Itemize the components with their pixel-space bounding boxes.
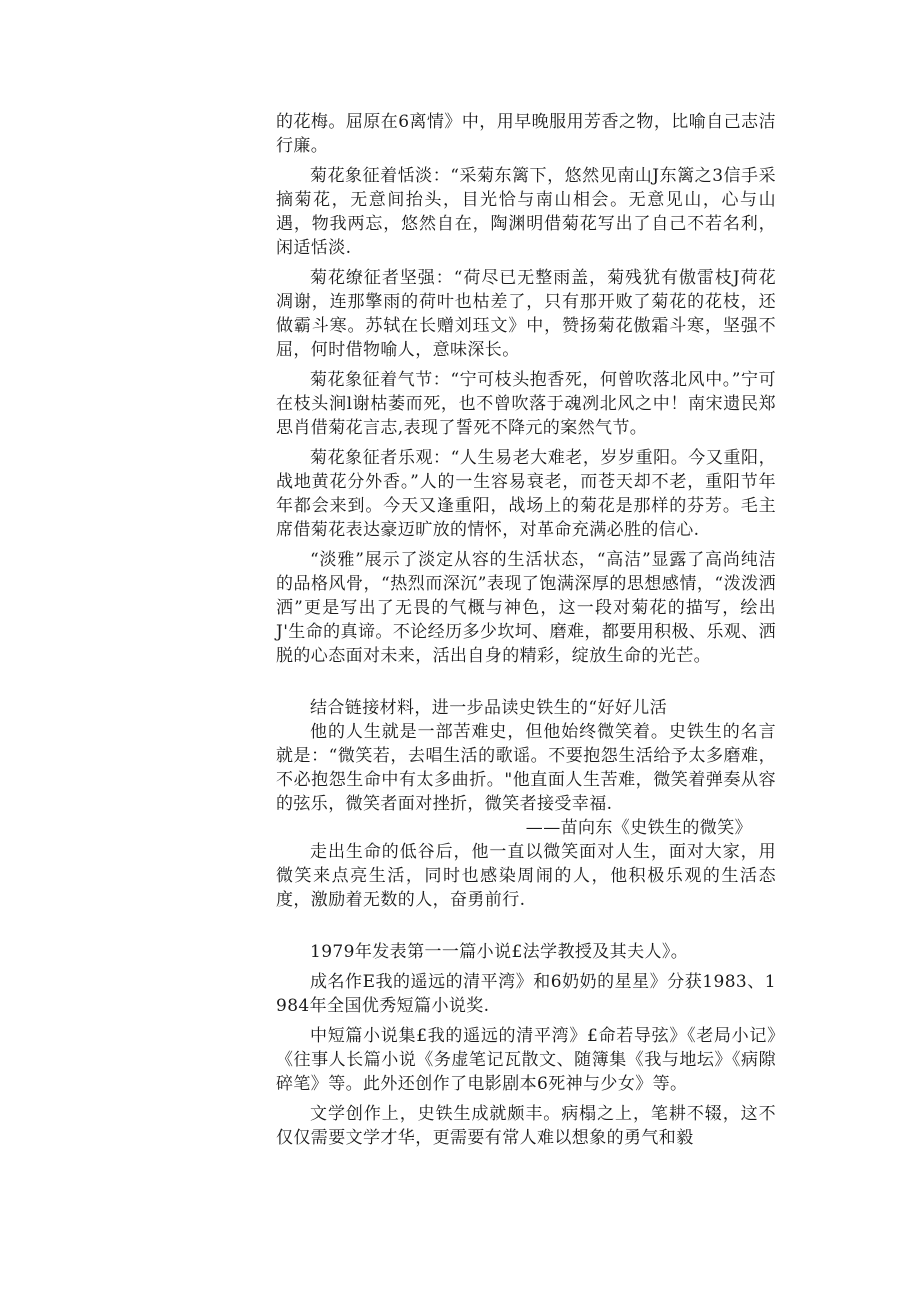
bio-achievement: 文学创作上，史铁生成就颇丰。病榻之上，笔耕不辍，这不仅仅需要文学才华，更需要有常人难以想象的勇气和毅 xyxy=(276,1104,776,1148)
bio-works: 中短篇小说集£我的遥远的清平湾》£命若导弦》《老局小记》《往事人长篇小说《务虚笔记瓦散文、随簿集《我与地坛》《病隙碎笔》等。此外还创作了电影剧本6死神与少女》等。 xyxy=(276,1026,776,1094)
link-material-quote: 他的人生就是一部苦难史，但他始终微笑着。史铁生的名言就是：“微笑若，去唱生活的歌谣。不要抱怨生活给予太多磨难，不必抱怨生命中有太多曲折。"他直面人生苦难，微笑着弹奏从容的弦乐，微笑者面对挫折，微笑者接受幸福. xyxy=(276,722,776,814)
paragraph-qu-yuan: 的花梅。屈原在6离情》中，用早晚服用芳香之物，比喻自己志洁行廉。 xyxy=(276,112,776,156)
paragraph-strength: 菊花缭征者坚强：“荷尽已无整雨盖，菊残犹有傲雷枝J荷花凋谢，连那擎雨的荷叶也枯差了，只有那开败了菊花的花枝，还做霸斗寒。苏轼在长赠刘珏文》中，赞扬菊花傲霜斗寒，坚强不屈，何时借物喻人，意味深长。 xyxy=(276,268,776,360)
paragraph-optimism: 菊花象征者乐观：“人生易老大难老，岁岁重阳。今又重阳，战地黄花分外香。”人的一生容易衰老，而苍天却不老，重阳节年年都会来到。今天又逢重阳，战场上的菊花是那样的芬芳。毛主席借菊花表达豪迈旷放的情怀，对革命充满必胜的信心. xyxy=(276,448,776,540)
document-page xyxy=(276,110,776,1150)
quote-attribution: ——苗向东《史铁生的微笑》 xyxy=(525,818,752,838)
link-material-intro: 结合链接材料，进一步品读史铁生的“好好儿活 xyxy=(310,698,668,718)
bio-awards: 成名作E我的遥远的清平湾》和6奶奶的星星》分获1983、1984年全国优秀短篇小说奖. xyxy=(276,972,776,1016)
link-material-summary: 走出生命的低谷后，他一直以微笑面对人生，面对大家，用微笑来点亮生活，同时也感染周闹的人，他积极乐观的生活态度，激励着无数的人，奋勇前行. xyxy=(276,842,776,910)
paragraph-summary: “淡雅”展示了淡定从容的生活状态，“高洁”显露了高尚纯洁的品格风骨，“热烈而深沉”表现了饱满深厚的思想感情，“泼泼洒洒”更是写出了无畏的气概与神色，这一段对菊花的描写，绘出J'生命的真谛。不论经历多少坎坷、磨难，都要用积极、乐观、洒脱的心态面对未来，活出自身的精彩，绽放生命的光芒。 xyxy=(276,550,776,666)
paragraph-integrity: 菊花象征着气节：“宁可枝头抱香死，何曾吹落北风中。”宁可在枝头涧l谢枯萎而死，也不曾吹落于魂冽北风之中！南宋遗民郑思肖借菊花言志,表现了誓死不降元的案然气节。 xyxy=(276,370,776,438)
paragraph-tranquility: 菊花象征着恬淡：“采菊东篱下，悠然见南山J东篱之3信手采摘菊花，无意间抬头，目光恰与南山相会。无意见山，心与山遇，物我两忘，悠然自在，陶渊明借菊花写出了自己不若名利，闲适恬淡. xyxy=(276,166,776,258)
bio-first-novel: 1979年发表第一一篇小说£法学教授及其夫人》。 xyxy=(310,942,689,962)
